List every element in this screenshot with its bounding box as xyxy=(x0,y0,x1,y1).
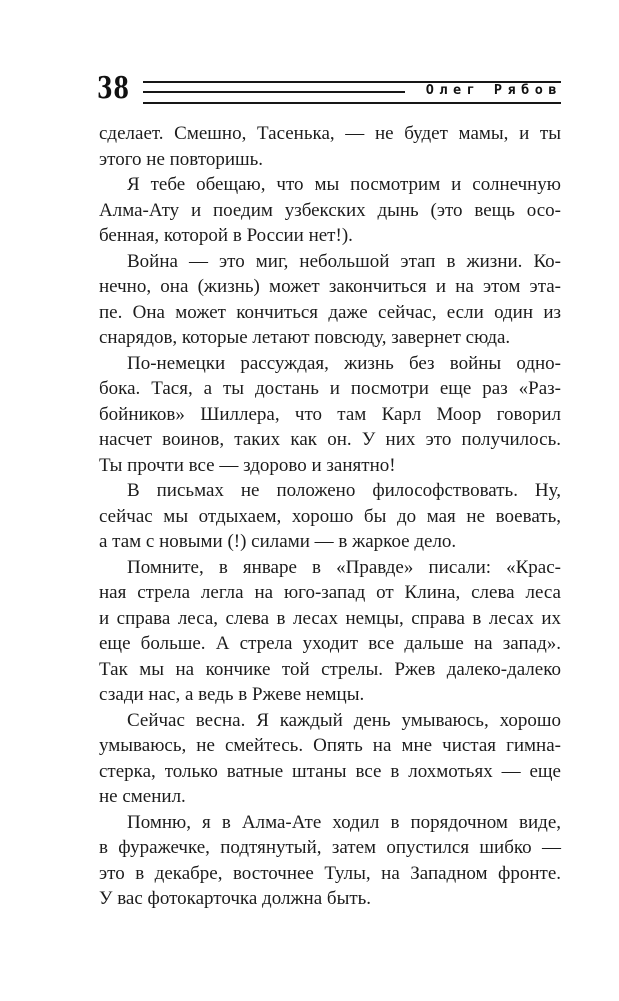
text-line: Война — это миг, небольшой этап в жизни. Ко- xyxy=(127,250,561,272)
text-line: В письмах не положено философствовать. Ну, xyxy=(127,480,561,501)
text-line: еще больше. А стрела уходит все дальше на запад». xyxy=(99,633,561,654)
text-line: насчет воинов, таких как он. У них это получилось. xyxy=(99,429,561,450)
text-line: нечно, она (жизнь) может закончиться и на этом эта- xyxy=(99,276,561,297)
text-line: это в декабре, восточнее Тулы, на Западном фронте. xyxy=(99,862,561,884)
text-line: сейчас мы отдыхаем, хорошо бы до мая не воевать, xyxy=(99,505,561,527)
text-line: сделает. Смешно, Тасенька, — не будет мамы, и ты xyxy=(99,123,561,144)
header-rule-bottom xyxy=(143,102,561,104)
body-text xyxy=(99,121,561,912)
text-line: умываюсь, не смейтесь. Опять на мне чистая гимна- xyxy=(99,735,561,756)
header-author: Олег Рябов xyxy=(425,82,562,98)
text-line: а там с новыми (!) силами — в жаркое дело. xyxy=(99,531,457,552)
text-line: Ты прочти все — здорово и занятно! xyxy=(99,454,396,476)
paragraph xyxy=(99,351,561,479)
text-line: бойников» Шиллера, что там Карл Моор говорил xyxy=(99,403,561,425)
header-rule-middle xyxy=(143,91,405,93)
text-line: Алма-Ату и поедим узбекских дынь (это вещь осо- xyxy=(99,199,561,221)
page-number: 38 xyxy=(97,71,130,106)
paragraph xyxy=(99,478,561,555)
paragraph xyxy=(99,172,561,249)
paragraph xyxy=(99,555,561,708)
paragraph xyxy=(99,121,561,172)
text-line: бока. Тася, а ты достань и посмотри еще раз «Раз- xyxy=(99,378,561,399)
text-line: и справа леса, слева в лесах немцы, справа в лесах их xyxy=(99,607,561,629)
paragraph xyxy=(99,249,561,351)
text-line: не сменил. xyxy=(99,786,186,807)
text-line: сзади нас, а ведь в Ржеве немцы. xyxy=(99,684,365,705)
text-line: в фуражечке, подтянутый, затем опустился шибко — xyxy=(99,837,561,858)
text-line: Я тебе обещаю, что мы посмотрим и солнечную xyxy=(127,174,561,195)
text-line: Сейчас весна. Я каждый день умываюсь, хорошо xyxy=(127,709,561,731)
text-line: По-немецки рассуждая, жизнь без войны одно- xyxy=(127,352,561,374)
text-line: ная стрела легла на юго-запад от Клина, слева леса xyxy=(99,582,561,603)
text-line: пе. Она может кончиться даже сейчас, если один из xyxy=(99,301,561,323)
text-line: Помните, в январе в «Правде» писали: «Крас- xyxy=(127,556,561,578)
text-line: Помню, я в Алма-Ате ходил в порядочном виде, xyxy=(127,811,561,833)
text-line: У вас фотокарточка должна быть. xyxy=(99,888,372,909)
text-line: снарядов, которые летают повсюду, завернет сюда. xyxy=(99,327,511,348)
text-line: стерка, только ватные штаны все в лохмотьях — еще xyxy=(99,760,561,782)
paragraph xyxy=(99,708,561,810)
text-line: Так мы на кончике той стрелы. Ржев далеко-далеко xyxy=(99,658,561,680)
text-line: этого не повторишь. xyxy=(99,148,264,170)
paragraph xyxy=(99,810,561,912)
text-line: бенная, которой в России нет!). xyxy=(99,225,353,246)
